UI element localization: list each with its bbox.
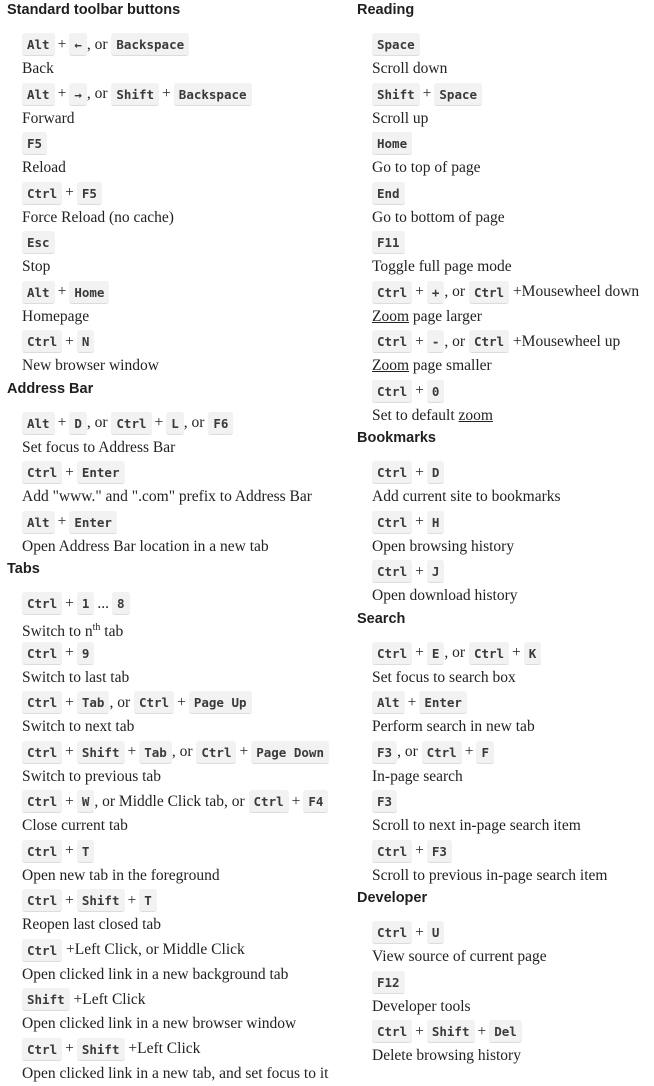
plus-sep: + [412,283,427,301]
key: - [427,330,445,353]
plus-sep: + [62,793,77,811]
shortcut-reload [22,131,352,156]
key: Ctrl [372,560,412,583]
key: Ctrl [22,691,62,714]
shortcut-desc [22,616,352,641]
key: Enter [69,511,117,534]
key: Ctrl [372,1020,412,1043]
key: F12 [372,971,405,994]
section-title: Bookmarks [357,428,654,448]
or-sep: , or [444,644,465,662]
shortcut-desc: Force Reload (no cache) [22,206,352,231]
key: Ctrl [22,182,62,205]
key: Shift [77,1038,125,1061]
plus-sep: + [412,464,427,482]
key: Ctrl [22,1038,62,1061]
plus-sep: + [289,793,304,811]
key: K [524,642,542,665]
shortcut-new-tab [22,839,352,864]
key: Shift [372,83,420,106]
shortcut-desc [372,305,654,330]
plus-sep: + [125,892,140,910]
key: Tab [77,691,110,714]
shortcut-desc: Homepage [22,305,352,330]
shortcut-add-bookmark [372,460,654,485]
key: Ctrl [134,691,174,714]
plus-sep: + [420,85,435,103]
key: Enter [419,691,467,714]
shortcut-force-reload [22,181,352,206]
plus-sep: + [405,694,420,712]
key: End [372,182,405,205]
key: Space [372,33,420,56]
shortcut-scroll-up [372,82,654,107]
plus-sep: + [462,743,477,761]
key: Ctrl [22,461,62,484]
plus-sep: + [62,184,77,202]
section-title: Reading [357,0,654,20]
shortcut-desc: Open clicked link in a new background tab [22,963,352,988]
shortcut-full-page-mode [372,230,654,255]
shortcut-desc: Open new tab in the foreground [22,864,352,889]
shortcut-desc: Developer tools [372,995,654,1020]
section-title: Standard toolbar buttons [7,0,352,20]
plus-sep: + [475,1023,490,1041]
or-sep: , or [397,743,418,761]
shortcut-desc: Stop [22,255,352,280]
shortcut-add-prefix [22,460,352,485]
key: Ctrl [372,281,412,304]
shortcut-new-window [22,329,352,354]
shortcut-desc: Forward [22,107,352,132]
key: Ctrl [422,741,462,764]
shortcut-desc [372,404,654,429]
key: Space [434,83,482,106]
plus-sep: + [62,595,77,613]
key: Ctrl [469,330,509,353]
key: H [427,511,445,534]
shortcut-desc: Open clicked link in a new tab, and set focus to it [22,1062,352,1086]
shortcut-developer-tools [372,970,654,995]
key: Ctrl [372,921,412,944]
section-title: Developer [357,888,654,908]
key: Backspace [174,83,252,106]
key: F6 [208,412,233,435]
key: ← [69,33,87,56]
key: F4 [303,790,328,813]
plus-sep: + [412,924,427,942]
shortcut-desc: Open clicked link in a new browser window [22,1012,352,1037]
section-reading [357,0,654,428]
key: Ctrl [22,939,62,962]
shortcut-delete-history [372,1019,654,1044]
plus-sep: + [55,36,70,54]
plus-sep: + [236,743,251,761]
trailing-text: +Mousewheel down [513,283,639,301]
key: Ctrl [22,642,62,665]
key: Ctrl [372,330,412,353]
section-search [357,609,654,889]
desc-superscript: th [93,622,101,633]
shortcut-focus-address [22,411,352,436]
key: Home [69,281,109,304]
key: F5 [77,182,102,205]
key: 9 [77,642,95,665]
key: 8 [112,592,130,615]
key: Home [372,132,412,155]
zoom-link[interactable]: Zoom [372,308,409,325]
shortcut-forward [22,82,352,107]
section-tabs [7,559,352,1086]
key: F [476,741,494,764]
shortcut-desc: Add current site to bookmarks [372,485,654,510]
shortcut-desc: Close current tab [22,814,352,839]
shortcut-last-tab [22,641,352,666]
desc-text: Switch to n [22,623,93,640]
zoom-link[interactable]: zoom [459,407,493,424]
shortcut-homepage [22,280,352,305]
plus-sep: + [412,382,427,400]
key: Shift [77,741,125,764]
key: T [77,840,95,863]
key: Ctrl [196,741,236,764]
key: Shift [427,1020,475,1043]
shortcut-desc: Scroll to next in-page search item [372,814,654,839]
key: J [427,560,445,583]
shortcut-desc: Switch to next tab [22,715,352,740]
key: Enter [77,461,125,484]
key: Alt [22,83,55,106]
key: Shift [22,988,70,1011]
key: F3 [372,741,397,764]
shortcut-desc: Reload [22,156,352,181]
plus-sep: + [55,283,70,301]
desc-text: page larger [409,308,482,325]
plus-sep: + [152,414,167,432]
key: Ctrl [372,461,412,484]
shortcut-previous-tab [22,740,352,765]
key: Ctrl [22,840,62,863]
shortcut-browsing-history [372,510,654,535]
section-title: Address Bar [7,379,352,399]
shortcut-view-source [372,920,654,945]
or-sep: , or [87,36,108,54]
plus-sep: + [125,743,140,761]
section-developer [357,888,654,1069]
key: + [427,281,445,304]
key: Ctrl [372,511,412,534]
shortcut-desc: Scroll down [372,57,654,82]
key: → [69,83,87,106]
key: Alt [22,511,55,534]
key: F3 [372,790,397,813]
shortcut-reopen-tab [22,888,352,913]
or-sep: , or [87,85,108,103]
shortcut-desc: Open browsing history [372,535,654,560]
desc-text: tab [100,623,123,640]
shortcut-previous-search-item [372,839,654,864]
middle-text: , or Middle Click tab, or [94,793,244,811]
shortcut-desc: Perform search in new tab [372,715,654,740]
shortcut-default-zoom [372,379,654,404]
plus-sep: + [174,694,189,712]
key: Alt [372,691,405,714]
shortcut-bottom-of-page [372,181,654,206]
desc-text: page smaller [409,357,492,374]
key: Ctrl [111,412,151,435]
shortcut-desc: Add "www." and ".com" prefix to Address Bar [22,485,352,510]
right-column [357,0,654,1069]
key: D [69,412,87,435]
shortcut-back [22,32,352,57]
key: Page Up [189,691,252,714]
plus-sep: + [412,842,427,860]
shortcut-desc: Go to top of page [372,156,654,181]
or-sep: , or [444,283,465,301]
plus-sep: + [62,694,77,712]
key: Alt [22,281,55,304]
key: Shift [111,83,159,106]
section-bookmarks [357,428,654,609]
key: Alt [22,33,55,56]
shortcut-desc: In-page search [372,765,654,790]
shortcut-desc: Set focus to Address Bar [22,436,352,461]
trailing-text: +Mousewheel up [513,333,620,351]
key: Backspace [111,33,189,56]
shortcut-open-address-new-tab [22,510,352,535]
trailing-text: +Left Click, or Middle Click [66,941,245,959]
shortcut-desc [372,354,654,379]
key: 0 [427,380,445,403]
desc-text: Set to default [372,407,459,424]
section-title: Tabs [7,559,352,579]
key: Ctrl [22,889,62,912]
key: Ctrl [22,330,62,353]
key: W [77,790,95,813]
shortcut-desc: Back [22,57,352,82]
key: Ctrl [22,790,62,813]
plus-sep: + [62,644,77,662]
key: T [139,889,157,912]
key: L [166,412,184,435]
key: E [427,642,445,665]
trailing-text: +Left Click [128,1040,200,1058]
key: Del [489,1020,522,1043]
key: Ctrl [372,840,412,863]
or-sep: , or [109,694,130,712]
shortcut-new-window-link [22,987,352,1012]
shortcut-stop [22,230,352,255]
key: Alt [22,412,55,435]
shortcut-desc: Toggle full page mode [372,255,654,280]
plus-sep: + [62,842,77,860]
section-standard-toolbar [7,0,352,379]
shortcut-desc: Scroll to previous in-page search item [372,864,654,889]
key: Tab [139,741,172,764]
plus-sep: + [62,1040,77,1058]
shortcut-in-page-search [372,740,654,765]
key: Ctrl [372,642,412,665]
shortcut-desc: Open Address Bar location in a new tab [22,535,352,560]
shortcut-desc: Go to bottom of page [372,206,654,231]
key: Shift [77,889,125,912]
plus-sep: + [412,644,427,662]
plus-sep: + [55,414,70,432]
left-column [7,0,352,1086]
shortcut-desc: Delete browsing history [372,1044,654,1069]
plus-sep: + [412,513,427,531]
shortcut-search-new-tab [372,690,654,715]
key: Esc [22,231,55,254]
ellipsis-sep: ... [94,595,112,613]
or-sep: , or [87,414,108,432]
shortcut-desc: Set focus to search box [372,666,654,691]
plus-sep: + [412,333,427,351]
trailing-text: +Left Click [74,991,146,1009]
or-sep: , or [444,333,465,351]
shortcut-zoom-out [372,329,654,354]
shortcut-download-history [372,559,654,584]
or-sep: , or [172,743,193,761]
plus-sep: + [509,644,524,662]
shortcut-top-of-page [372,131,654,156]
shortcut-focus-search [372,641,654,666]
key: 1 [77,592,95,615]
key: N [77,330,95,353]
key: Ctrl [469,642,509,665]
shortcut-background-tab-link [22,938,352,963]
shortcut-foreground-tab-link [22,1037,352,1062]
shortcut-scroll-down [372,32,654,57]
shortcut-next-tab [22,690,352,715]
key: Ctrl [249,790,289,813]
shortcut-next-search-item [372,789,654,814]
key: Ctrl [469,281,509,304]
shortcut-desc: Switch to previous tab [22,765,352,790]
plus-sep: + [62,743,77,761]
plus-sep: + [62,333,77,351]
shortcut-desc: Switch to last tab [22,666,352,691]
key: F11 [372,231,405,254]
shortcut-zoom-in [372,280,654,305]
key: Ctrl [372,380,412,403]
section-address-bar [7,379,352,560]
shortcut-desc: New browser window [22,354,352,379]
section-title: Search [357,609,654,629]
plus-sep: + [55,513,70,531]
plus-sep: + [62,464,77,482]
key: U [427,921,445,944]
plus-sep: + [159,85,174,103]
plus-sep: + [412,1023,427,1041]
shortcut-desc: Reopen last closed tab [22,913,352,938]
zoom-link[interactable]: Zoom [372,357,409,374]
key: Ctrl [22,741,62,764]
plus-sep: + [412,563,427,581]
plus-sep: + [55,85,70,103]
shortcut-desc: View source of current page [372,945,654,970]
key: Ctrl [22,592,62,615]
shortcut-desc: Scroll up [372,107,654,132]
key: F5 [22,132,47,155]
key: D [427,461,445,484]
key: F3 [427,840,452,863]
shortcut-close-tab [22,789,352,814]
shortcut-switch-nth-tab [22,591,352,616]
shortcut-desc: Open download history [372,584,654,609]
plus-sep: + [62,892,77,910]
key: Page Down [251,741,329,764]
or-sep: , or [184,414,205,432]
